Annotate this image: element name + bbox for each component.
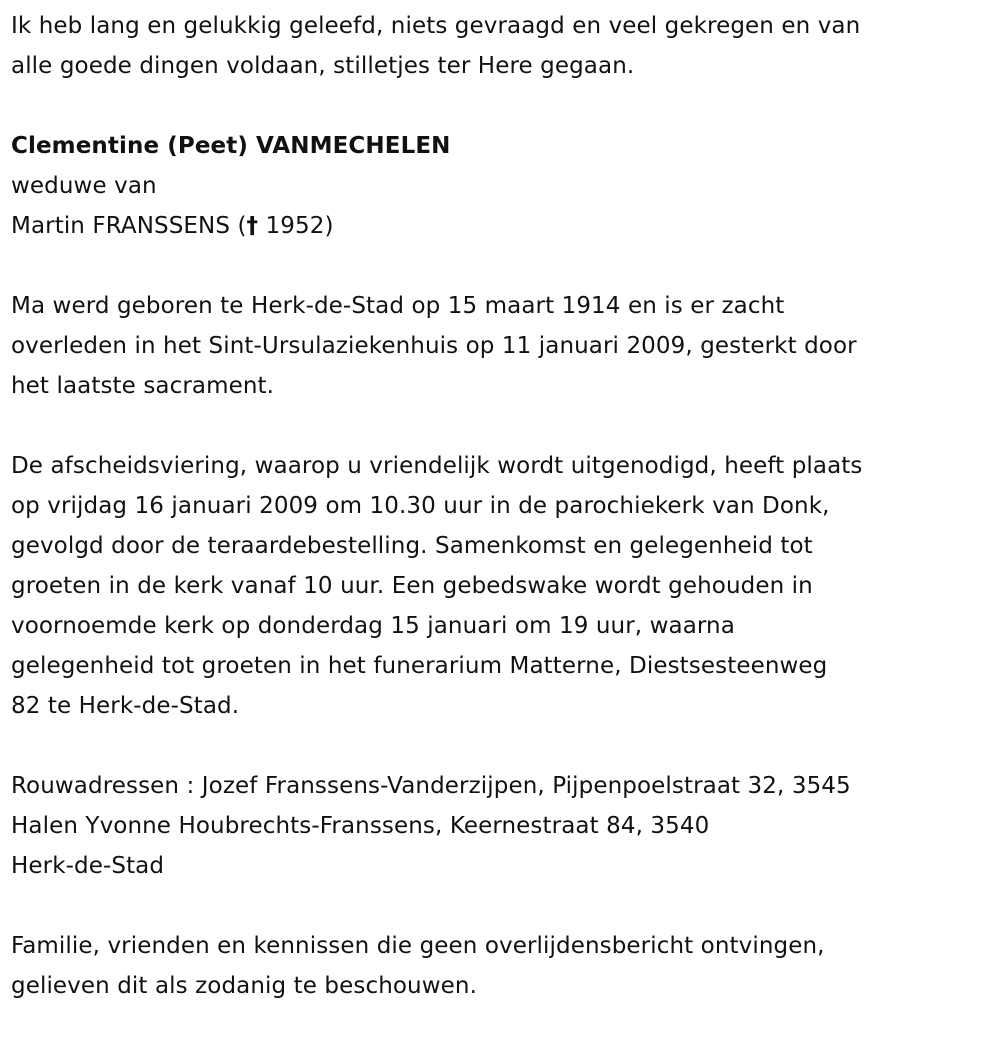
text-line: De afscheidsviering, waarop u vriendelijk wordt uitgenodigd, heeft plaats <box>11 453 863 479</box>
obituary-notice <box>11 6 996 1006</box>
deceased-block <box>11 126 996 246</box>
text-line: op vrijdag 16 januari 2009 om 10.30 uur in de parochiekerk van Donk, <box>11 493 830 519</box>
intro-quote <box>11 6 996 86</box>
closing-note <box>11 926 996 1006</box>
mourning-addresses <box>11 766 996 886</box>
spouse-line: Martin FRANSSENS († 1952) <box>11 206 996 246</box>
text-line: voornoemde kerk op donderdag 15 januari om 19 uur, waarna <box>11 613 735 639</box>
address-line: Rouwadressen : Jozef Franssens-Vanderzijpen, Pijpenpoelstraat 32, 3545 <box>11 773 851 799</box>
birth-death-paragraph <box>11 286 996 406</box>
paragraph-spacer <box>11 406 996 446</box>
text-line: Familie, vrienden en kennissen die geen overlijdensbericht ontvingen, <box>11 933 825 959</box>
paragraph-spacer <box>11 726 996 766</box>
paragraph-spacer <box>11 86 996 126</box>
relation-label: weduwe van <box>11 173 157 199</box>
spouse-name: Martin FRANSSENS <box>11 213 231 239</box>
address-line: Halen Yvonne Houbrechts-Franssens, Keernestraat 84, 3540 <box>11 813 710 839</box>
intro-line: Ik heb lang en gelukkig geleefd, niets gevraagd en veel gekregen en van <box>11 13 861 39</box>
text-line: gelieven dit als zodanig te beschouwen. <box>11 973 477 999</box>
text-line: groeten in de kerk vanaf 10 uur. Een gebedswake wordt gehouden in <box>11 573 813 599</box>
cross-icon: † <box>246 213 259 239</box>
intro-line: alle goede dingen voldaan, stilletjes ter Here gegaan. <box>11 53 635 79</box>
paragraph-spacer <box>11 246 996 286</box>
paragraph-spacer <box>11 886 996 926</box>
text-line: gelegenheid tot groeten in het funerarium Matterne, Diestsesteenweg <box>11 653 828 679</box>
spouse-death-year: 1952 <box>265 213 325 239</box>
deceased-name: Clementine (Peet) VANMECHELEN <box>11 133 451 159</box>
text-line: het laatste sacrament. <box>11 373 275 399</box>
text-line: Ma werd geboren te Herk-de-Stad op 15 maart 1914 en is er zacht <box>11 293 785 319</box>
text-line: overleden in het Sint-Ursulaziekenhuis op 11 januari 2009, gesterkt door <box>11 333 857 359</box>
text-line: gevolgd door de teraardebestelling. Samenkomst en gelegenheid tot <box>11 533 813 559</box>
funeral-paragraph <box>11 446 996 726</box>
text-line: 82 te Herk-de-Stad. <box>11 693 240 719</box>
address-line: Herk-de-Stad <box>11 853 165 879</box>
